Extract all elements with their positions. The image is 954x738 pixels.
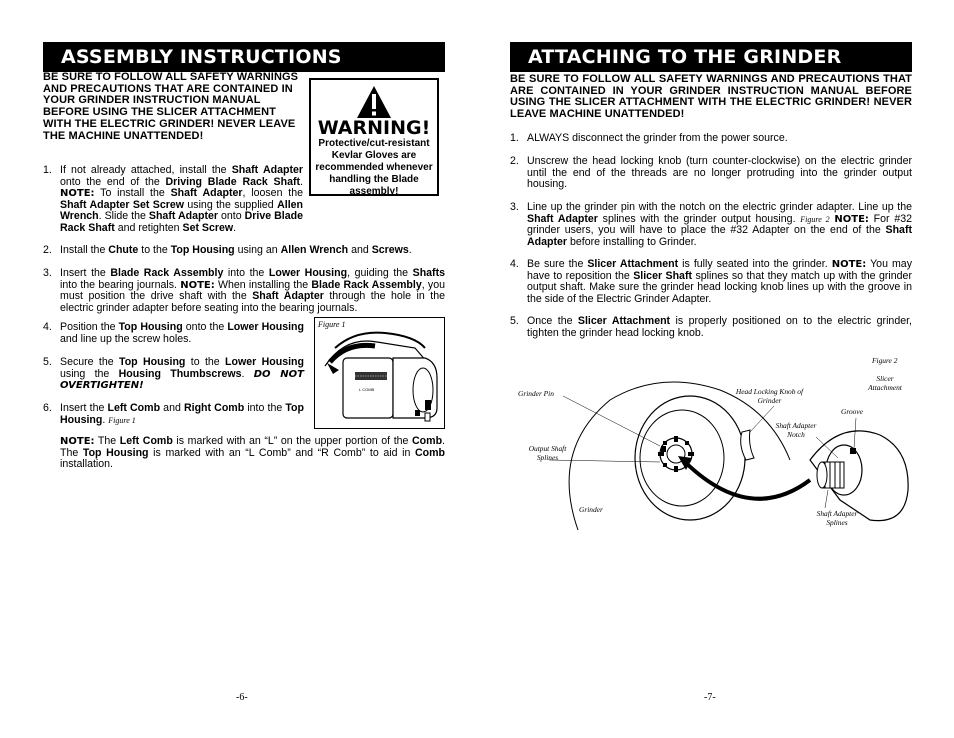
bold-term: Slicer Attachment	[577, 315, 671, 327]
note-text	[60, 435, 445, 470]
step-text	[527, 132, 788, 144]
slicer-illustration	[315, 318, 444, 428]
figure-2-caption: Figure 2	[872, 356, 898, 365]
step-text	[60, 402, 304, 426]
text-run: ALWAYS disconnect the grinder from the power source.	[527, 132, 788, 144]
label-shaft-adapter-splines: Shaft Adapter Splines	[816, 509, 858, 527]
bold-term: Driving Blade Rack Shaft	[165, 175, 301, 188]
safety-notice-right: BE SURE TO FOLLOW ALL SAFETY WARNINGS AND PRECAUTIONS THAT ARE CONTAINED IN YOUR GRINDER INSTRUCTION MANUAL BEFORE USING THE SLICER ATTACHMENT WITH THE ELECTRIC GRINDER! NEVER LEAVE MACHINE UNATTENDED!	[510, 73, 912, 121]
page-number-right: -7-	[704, 692, 716, 703]
text-run: Line up the grinder pin with the notch on the electric grinder adapter. Line up the	[527, 201, 912, 213]
step-number: 1.	[43, 164, 52, 176]
safety-notice-left: BE SURE TO FOLLOW ALL SAFETY WARNINGS AND PRECAUTIONS THAT ARE CONTAINED IN YOUR GRINDER INSTRUCTION MANUAL BEFORE USING THE SLICER ATTACHMENT WITH THE ELECTRIC GRINDER! NEVER LEAVE THE MACHINE UNATTENDED!	[43, 71, 299, 142]
text-run: to the	[185, 356, 226, 368]
bold-term: Shafts	[412, 267, 446, 279]
attach-step-3	[510, 202, 912, 248]
bold-term: Screws	[371, 244, 409, 256]
page-heading-assembly: ASSEMBLY INSTRUCTIONS	[43, 42, 445, 72]
label-slicer-attachment: Slicer Attachment	[868, 374, 902, 392]
note-label: NOTE:	[180, 279, 215, 291]
step-text	[60, 321, 304, 345]
text-run: Insert the	[60, 402, 108, 414]
text-run: and	[160, 402, 184, 414]
figure-1-mark: L COMB	[359, 387, 375, 392]
warning-box	[309, 78, 439, 196]
assembly-step-2	[43, 245, 445, 257]
text-run: through the hole in the electric grinder adapter before seating into the bearing journals.	[60, 290, 446, 314]
warning-triangle-icon	[356, 85, 392, 119]
bold-term: Set Screw	[182, 221, 234, 234]
attach-step-5	[510, 316, 912, 339]
bold-term: Left Comb	[119, 435, 173, 447]
step-text	[527, 315, 912, 339]
step-number: 2.	[510, 155, 519, 167]
step-text	[60, 244, 412, 256]
text-run: Secure the	[60, 356, 120, 368]
bold-term: Comb	[412, 435, 443, 447]
text-run: You may have to reposition the	[527, 258, 912, 282]
bold-term: Comb	[415, 446, 446, 459]
note-label: NOTE:	[60, 188, 95, 200]
bold-term: Lower Housing	[225, 356, 304, 368]
text-run: and line up the screw holes.	[60, 332, 192, 345]
step-number: 4.	[43, 321, 52, 333]
assembly-step-4	[43, 322, 304, 345]
bold-term: Allen Wrench	[60, 198, 303, 223]
text-run: To install the	[94, 187, 171, 200]
step-text	[60, 267, 445, 314]
text-run: is properly positioned on to the electric grinder, tighten the grinder head locking knob.	[527, 315, 912, 339]
text-run: For #32 grinder users, you will have to place the #32 Adapter on the end of the	[527, 212, 913, 237]
text-run: installation.	[60, 458, 113, 471]
text-run: splines with the grinder output housing.	[597, 212, 801, 225]
bold-term: Drive Blade Rack Shaft	[60, 210, 303, 234]
label-shaft-adapter-notch: Shaft Adapter Notch	[775, 421, 817, 439]
text-run: and retighten	[114, 221, 183, 234]
caution-text: DO NOT OVERTIGHTEN!	[60, 368, 304, 392]
note-label: NOTE:	[831, 259, 867, 270]
step-text	[527, 258, 912, 305]
text-run: to the	[138, 244, 171, 256]
bold-term: Top Housing	[119, 356, 186, 368]
text-run: .	[300, 175, 303, 188]
bold-term: Right Comb	[183, 402, 245, 414]
step-text	[527, 155, 912, 190]
bold-term: Blade Rack Assembly	[311, 278, 422, 291]
text-run: , you must position the drive shaft with the	[60, 278, 445, 303]
text-run: Once the	[527, 315, 578, 327]
bold-term: Left Comb	[107, 402, 161, 414]
bold-term: Allen Wrench	[280, 244, 349, 256]
text-run: . Slide the	[98, 210, 149, 223]
text-run: .	[241, 367, 254, 380]
figure-2	[510, 350, 912, 540]
text-run: and	[348, 244, 372, 256]
text-run: using the	[60, 367, 119, 380]
figure-1-caption: Figure 1	[318, 320, 346, 329]
text-run: into the	[223, 267, 269, 279]
label-output-shaft-splines: Output Shaft Splines	[528, 444, 567, 462]
text-run: If not already attached, install the	[60, 164, 232, 176]
note-label: NOTE:	[834, 213, 869, 225]
text-run: before installing to Grinder.	[567, 235, 697, 248]
assembly-step-1	[43, 165, 303, 235]
step-number: 3.	[510, 201, 519, 213]
assembly-step-3	[43, 268, 445, 314]
bold-term: Shaft Adapter	[527, 224, 912, 248]
text-run: is fully seated into the grinder.	[678, 258, 832, 270]
warning-title: WARNING!	[317, 117, 431, 139]
step-number: 6.	[43, 402, 52, 414]
bold-term: Lower Housing	[268, 267, 348, 279]
label-head-locking-knob: Head Locking Knob of Grinder	[735, 387, 804, 405]
note-label: NOTE:	[60, 436, 95, 447]
text-run: .	[233, 221, 237, 234]
text-run: is marked with an “L Comb” and “R Comb” to aid in	[148, 446, 415, 459]
text-run: The	[94, 435, 120, 447]
label-grinder-pin: Grinder Pin	[518, 389, 554, 398]
bold-term: Housing Thumbscrews	[118, 367, 242, 380]
assembly-step-6	[43, 403, 304, 426]
attach-step-1	[510, 133, 912, 145]
figure-reference: Figure 2	[800, 214, 830, 224]
step-number: 3.	[43, 267, 52, 279]
left-page	[43, 0, 445, 738]
page-number-left: -6-	[236, 692, 248, 703]
text-run: .	[408, 244, 412, 256]
attach-step-4	[510, 259, 912, 305]
bold-term: Chute	[108, 244, 139, 256]
figure-reference: Figure 1	[108, 415, 136, 425]
figure-1	[314, 317, 445, 429]
text-run: , loosen the	[242, 187, 303, 200]
text-run: Be sure the	[527, 258, 588, 270]
step-number: 5.	[43, 356, 52, 368]
text-run: using the supplied	[184, 198, 278, 211]
text-run: into the	[244, 402, 286, 414]
step-number: 1.	[510, 132, 519, 144]
page-heading-attaching: ATTACHING TO THE GRINDER	[510, 42, 912, 72]
text-run: Unscrew the head locking knob (turn counter-clockwise) on the electric grinder until the end of the threads are no longer protruding into the grinder output housing.	[527, 155, 912, 191]
step-number: 2.	[43, 244, 52, 256]
text-run: onto	[218, 210, 245, 223]
bold-term: Top Housing	[60, 402, 305, 426]
bold-term: Slicer Shaft	[633, 269, 692, 282]
text-run: Position the	[60, 321, 119, 333]
bold-term: Slicer Attachment	[587, 258, 679, 270]
text-run: , guiding the	[347, 267, 413, 279]
text-run: splines so that they match up with the grinder output shaft. Make sure the grinder head locking knob lines up with the groove in the side of the Electric Grinder Adapter.	[527, 269, 912, 305]
bold-term: Top Housing	[82, 446, 149, 459]
text-run: Insert the	[60, 267, 111, 279]
bold-term: Shaft Adapter	[148, 210, 219, 223]
warning-text: Protective/cut-resistant Kevlar Gloves are recommended whenever handling the Blade assembly!	[315, 138, 433, 197]
bold-term: Shaft Adapter	[252, 290, 324, 303]
bold-term: Shaft Adapter	[170, 187, 243, 200]
text-run: onto the	[182, 321, 228, 333]
text-run: . The	[60, 435, 445, 459]
step-text	[527, 201, 912, 248]
bold-term: Shaft Adapter Set Screw	[60, 198, 184, 211]
bold-term: Shaft Adapter	[527, 212, 598, 225]
right-page	[510, 0, 912, 738]
bold-term: Blade Rack Assembly	[110, 267, 224, 279]
bold-term: Lower Housing	[227, 321, 304, 333]
text-run: When installing the	[214, 278, 312, 291]
text-run: into the bearing journals.	[60, 278, 181, 291]
text-run: using an	[234, 244, 281, 256]
bold-term: Shaft Adapter	[231, 164, 303, 176]
text-run: is marked with an “L” on the upper portion of the	[172, 435, 413, 447]
step-text	[60, 356, 304, 391]
text-run: .	[102, 413, 109, 426]
step-number: 4.	[510, 258, 519, 270]
attach-step-2	[510, 156, 912, 191]
step-text	[60, 164, 303, 234]
text-run: onto the end of the	[60, 175, 166, 188]
step-number: 5.	[510, 315, 519, 327]
bold-term: Top Housing	[118, 321, 183, 333]
comb-note	[43, 436, 445, 471]
bold-term: Top Housing	[170, 244, 235, 256]
text-run: Install the	[60, 244, 109, 256]
assembly-step-5	[43, 357, 304, 392]
label-groove: Groove	[841, 407, 863, 416]
label-grinder: Grinder	[579, 505, 603, 514]
